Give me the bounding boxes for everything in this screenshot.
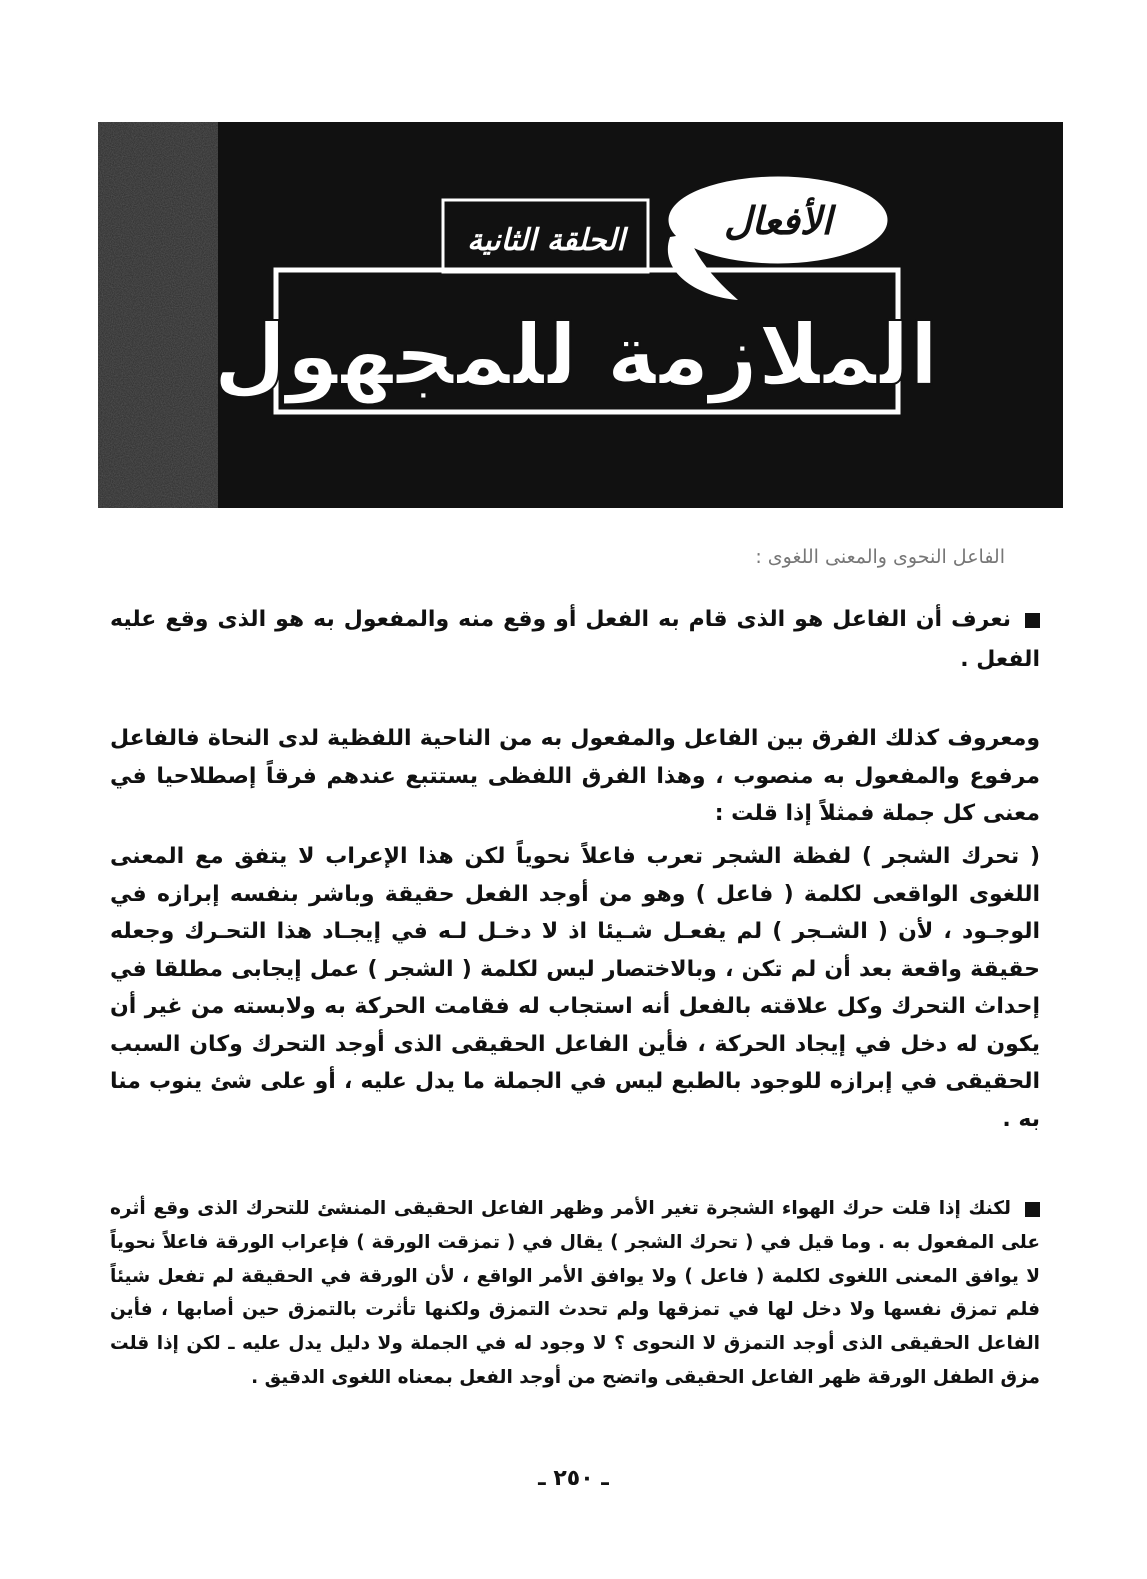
paragraph-4 — [110, 1192, 1040, 1395]
banner-texture-grain — [98, 122, 218, 508]
section-heading: الفاعل النحوى والمعنى اللغوى : — [755, 546, 1005, 568]
badge-text: الأفعال — [724, 199, 832, 243]
page-number: ـ ٢٥٠ ـ — [538, 1466, 609, 1491]
paragraph-3: ( تحرك الشجر ) لفظة الشجر تعرب فاعلاً نحوياً لكن هذا الإعراب لا يتفق مع المعنى اللغوى الواقعى لكلمة ( فاعل ) وهو من أوجد الفعل حقيقة وباشر بنفسه إبرازه في الوجـود ، لأن ( الشـجر ) لم يفعـل شـيئا اذ لا دخـل لـه في إيجـاد هذا التحـرك وجعله حقيقة واقعة بعد أن لم تكن ، وبالاختصار ليس لكلمة ( الشجر ) عمل إيجابى مطلقا في إحداث التحرك وكل علاقته بالفعل أنه استجاب له فقامت الحركة به ولابسته من غير أن يكون له دخل في إيجاد الحركة ، فأين الفاعل الحقيقى الذى أوجد التحرك وكان السبب الحقيقى في إبرازه للوجود بالطبع ليس في الجملة ما يدل عليه ، أو على شئ ينوب منا به . — [110, 844, 1040, 1132]
banner-subtitle: الحلقة الثانية — [467, 223, 625, 258]
bullet-square-icon — [1025, 613, 1040, 628]
paragraph-1-text: نعرف أن الفاعل هو الذى قام به الفعل أو وقع منه والمفعول به هو الذى وقع عليه الفعل . — [110, 607, 1040, 672]
banner-title: الملازمة للمجهول — [213, 306, 939, 404]
paragraph-2: ومعروف كذلك الفرق بين الفاعل والمفعول به من الناحية اللفظية لدى النحاة فالفاعل مرفوع والمفعول به منصوب ، وهذا الفرق اللفظى يستتبع عندهم فرقاً إصطلاحيا في معنى كل جملة فمثلاً إذا قلت : — [110, 726, 1040, 826]
title-banner — [98, 122, 1063, 508]
paragraph-4-text: لكنك إذا قلت حرك الهواء الشجرة تغير الأمر وظهر الفاعل الحقيقى المنشئ للتحرك الذى وقع أثره على المفعول به . وما قيل في ( تحرك الشجر ) يقال في ( تمزقت الورقة ) فإعراب الورقة فاعلاً نحوياً لا يوافق المعنى اللغوى لكلمة ( فاعل ) ولا يوافق الأمر الواقع ، لأن الورقة في الحقيقة لم تفعل شيئاً فلم تمزق نفسها ولا دخل لها في تمزقها ولم تحدث التمزق ولكنها تأثرت بالتمزق حين أصابها ، فأين الفاعل الحقيقى الذى أوجد التمزق لا النحوى ؟ لا وجود له في الجملة ولا دليل يدل عليه ـ لكن إذا قلت مزق الطفل الورقة ظهر الفاعل الحقيقى واتضح من أوجد الفعل بمعناه اللغوى الدقيق . — [110, 1198, 1040, 1388]
banner-art — [98, 122, 1063, 508]
paragraph-1 — [110, 600, 1040, 680]
bullet-square-icon — [1025, 1202, 1040, 1217]
